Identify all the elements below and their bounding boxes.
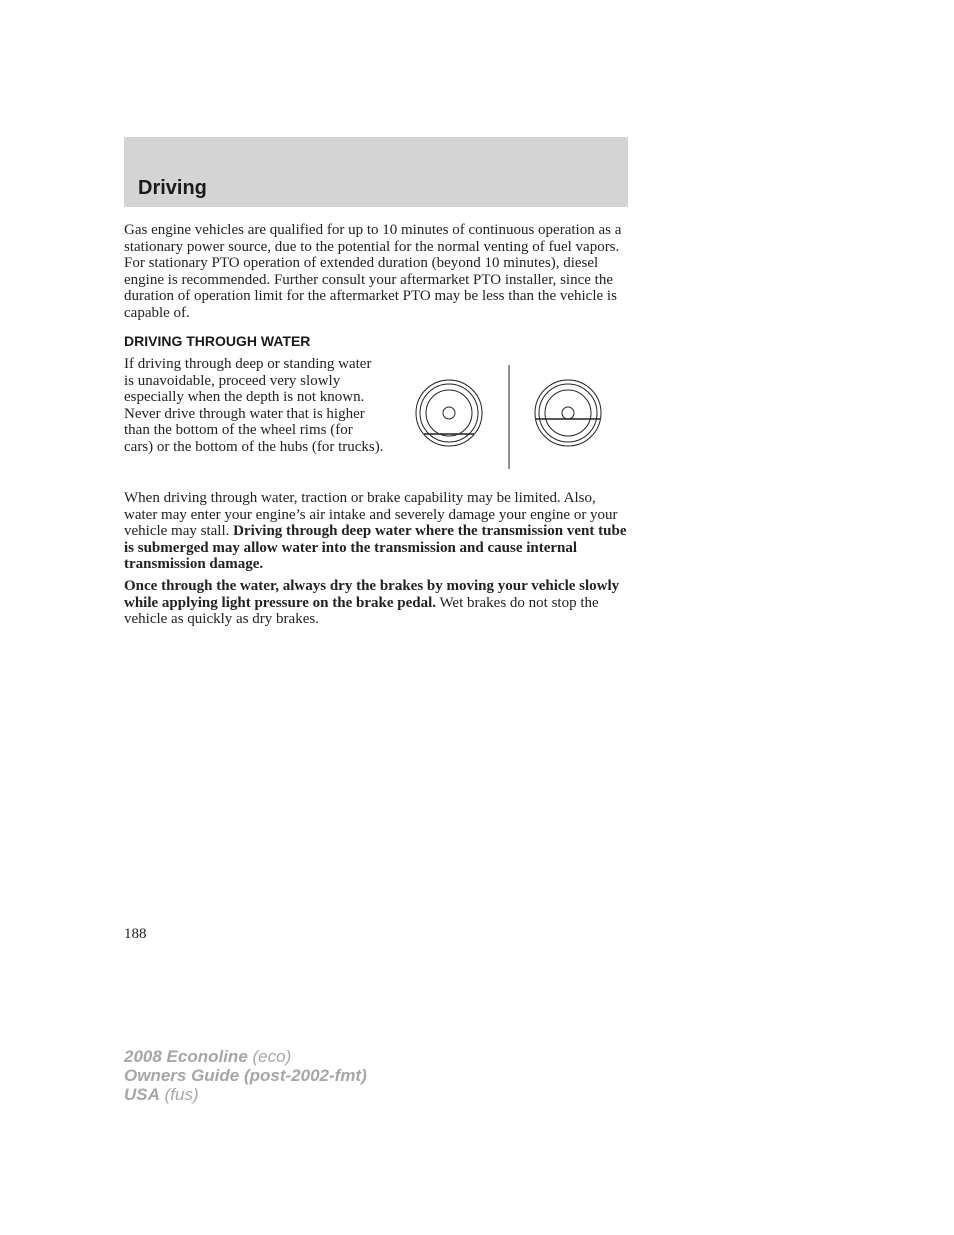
transmission-warning: Driving through deep water where the transmission vent tube is submerged may allow water into the transmission and cause internal transmission damage. — [124, 523, 627, 572]
footer-guide-info — [124, 1047, 367, 1104]
footer-line-2: Owners Guide (post-2002-fmt) — [124, 1066, 367, 1085]
page-title: Driving — [138, 177, 207, 199]
footer-line-1: 2008 Econoline (eco) — [124, 1047, 292, 1066]
section-header-band — [124, 137, 628, 207]
paragraph-water-intro: If driving through deep or standing water is unavoidable, proceed very slowly especially when the depth is not known. Never drive through water that is higher than the bottom of the wheel rims (for cars) or the bottom of the hubs (for trucks). — [124, 356, 384, 455]
paragraph-pto: Gas engine vehicles are qualified for up to 10 minutes of continuous operation as a stationary power source, due to the potential for the normal venting of fuel vapors. For stationary PTO operation of extended duration (beyond 10 minutes), diesel engine is recommended. Further consult your aftermarket PTO installer, since the duration of operation limit for the aftermarket PTO may be less than the vehicle is capable of. — [124, 222, 622, 321]
footer-line-3: USA (fus) — [124, 1085, 199, 1104]
wheel-water-level-icon — [410, 363, 610, 473]
truck-wheel-icon — [535, 380, 601, 446]
traction-text: When driving through water, traction or brake capability may be limited. Also, water may enter your engine’s air intake and severely damage your engine or your vehicle may stall. — [124, 490, 618, 539]
paragraph-dry-brakes — [124, 578, 632, 628]
dry-brakes-instruction: Once through the water, always dry the brakes by moving your vehicle slowly while applying light pressure on the brake pedal. — [124, 578, 620, 611]
section-heading: DRIVING THROUGH WATER — [124, 333, 311, 349]
page-number: 188 — [124, 926, 147, 942]
car-wheel-icon — [416, 380, 482, 446]
paragraph-traction-warning — [124, 490, 632, 573]
wet-brakes-note: Wet brakes do not stop the vehicle as quickly as dry brakes. — [124, 594, 599, 627]
